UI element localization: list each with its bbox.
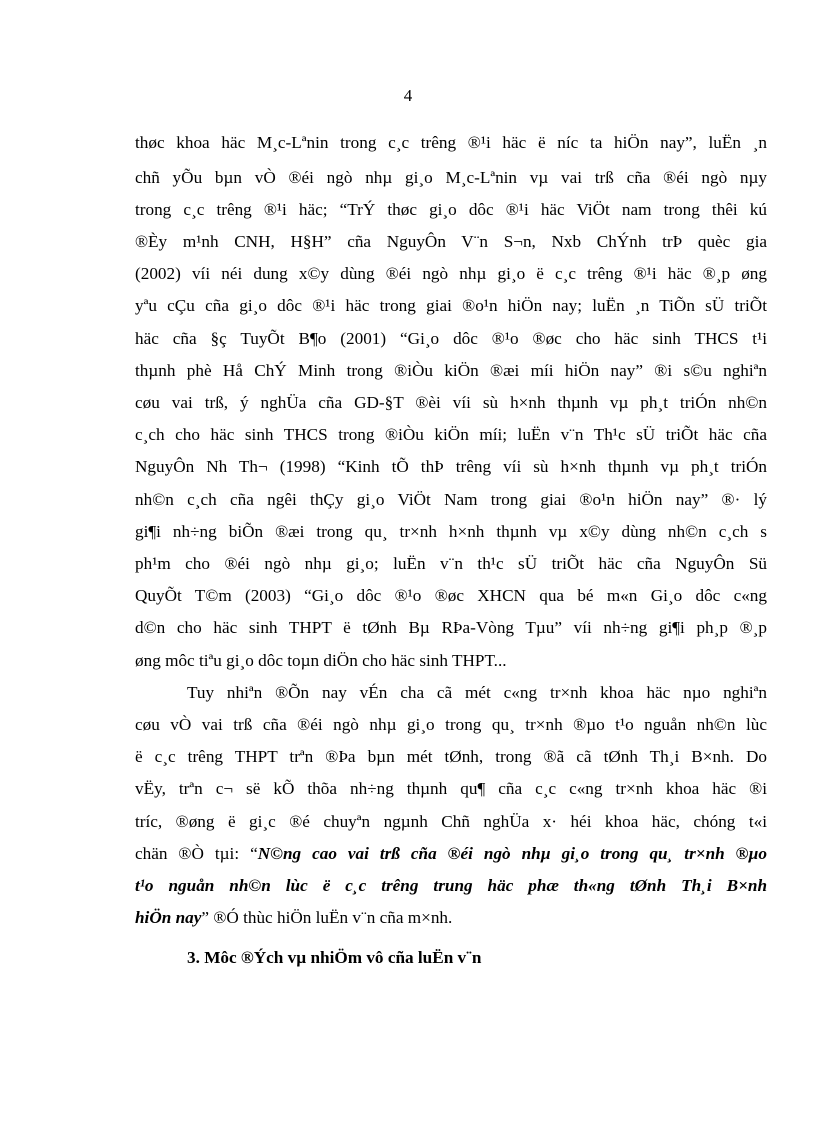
text-line: ®Èy m¹nh CNH, H§H” cña NguyÔn V¨n S¬n, Nxb ChÝnh trÞ quèc gia xyxy=(135,232,767,251)
text-line: gi¶i nh÷ng biÕn ®æi trong qu¸ tr×nh h×nh thµnh vµ x©y dùng nh©n c¸ch s xyxy=(135,522,767,541)
text-line: (2002) víi néi dung x©y dùng ®éi ngò nhµ gi¸o ë c¸c trêng ®¹i häc ®¸p øng xyxy=(135,264,767,283)
text-line: Tuy nhiªn ®Õn nay vÉn cha cã mét c«ng tr×nh khoa häc nµo nghiªn xyxy=(187,683,767,702)
text-line: nh©n c¸ch cña ngêi thÇy gi¸o ViÖt Nam trong giai ®o¹n hiÖn nay” ®· lý xyxy=(135,490,767,509)
text-line: øng môc tiªu gi¸o dôc toµn diÖn cho häc sinh THPT... xyxy=(135,651,507,670)
text-line: yªu cÇu cña gi¸o dôc ®¹i häc trong giai ®o¹n hiÖn nay; luËn ¸n TiÕn sÜ triÕt xyxy=(135,296,767,315)
text-segment: chän ®Ò tµi: “ xyxy=(135,844,258,863)
text-line: cøu vai trß, ý nghÜa cña GD-§T ®èi víi sù h×nh thµnh vµ ph¸t triÓn nh©n xyxy=(135,393,767,412)
text-line: QuyÕt T©m (2003) “Gi¸o dôc ®¹o ®øc XHCN qua bé m«n Gi¸o dôc c«ng xyxy=(135,586,767,605)
text-line: ph¹m cho ®éi ngò nhµ gi¸o; luËn v¨n th¹c sÜ triÕt häc cña NguyÔn Sü xyxy=(135,554,767,573)
thesis-title-line: t¹o nguån nh©n lùc ë c¸c trêng trung häc phæ th«ng tØnh Th¸i B×nh xyxy=(135,876,767,895)
text-line: vËy, trªn c¬ së kÕ thõa nh÷ng thµnh qu¶ cña c¸c c«ng tr×nh khoa häc ®i xyxy=(135,779,767,798)
text-line: chñ yÕu bµn vÒ ®éi ngò nhµ gi¸o M¸c-Lªnin vµ vai trß cña ®éi ngò nµy xyxy=(135,168,767,187)
text-line: c¸ch cho häc sinh THCS trong ®iÒu kiÖn míi; luËn v¨n Th¹c sÜ triÕt häc cña xyxy=(135,425,767,444)
text-line: häc cña §ç TuyÕt B¶o (2001) “Gi¸o dôc ®¹o ®øc cho häc sinh THCS t¹i xyxy=(135,329,767,348)
text-line: cøu vÒ vai trß cña ®éi ngò nhµ gi¸o trong qu¸ tr×nh ®µo t¹o nguån nh©n lùc xyxy=(135,715,767,734)
text-line: tríc, ®øng ë gi¸c ®é chuyªn ngµnh Chñ nghÜa x· héi khoa häc, chóng t«i xyxy=(135,812,767,831)
text-line: NguyÔn Nh Th¬ (1998) “Kinh tÕ thÞ trêng víi sù h×nh thµnh vµ ph¸t triÓn xyxy=(135,457,767,476)
text-segment: ” ®Ó thùc hiÖn luËn v¨n cña m×nh. xyxy=(201,908,453,927)
text-line: d©n cho häc sinh THPT ë tØnh Bµ RÞa-Vòng Tµu” víi nh÷ng gi¶i ph¸p ®¸p xyxy=(135,618,767,637)
text-line: thµnh phè Hå ChÝ Minh trong ®iÒu kiÖn ®æi míi hiÖn nay” ®i s©u nghiªn xyxy=(135,361,767,380)
text-line: trong c¸c trêng ®¹i häc; “TrÝ thøc gi¸o dôc ®¹i häc ViÖt nam trong thêi kú xyxy=(135,200,767,219)
text-line xyxy=(135,838,767,870)
thesis-title-part: hiÖn nay xyxy=(135,908,202,927)
thesis-title-part: N©ng cao vai trß cña ®éi ngò nhµ gi¸o trong qu¸ tr×nh ®µo xyxy=(257,844,767,863)
section-heading: 3. Môc ®Ých vµ nhiÖm vô cña luËn v¨n xyxy=(187,948,482,967)
text-line xyxy=(135,902,767,934)
page-number: 4 xyxy=(403,86,413,105)
text-line: ë c¸c trêng THPT trªn ®Þa bµn mét tØnh, trong ®ã cã tØnh Th¸i B×nh. Do xyxy=(135,747,767,766)
text-line: thøc khoa häc M¸c-Lªnin trong c¸c trêng ®¹i häc ë níc ta hiÖn nay”, luËn ¸n xyxy=(135,133,767,152)
